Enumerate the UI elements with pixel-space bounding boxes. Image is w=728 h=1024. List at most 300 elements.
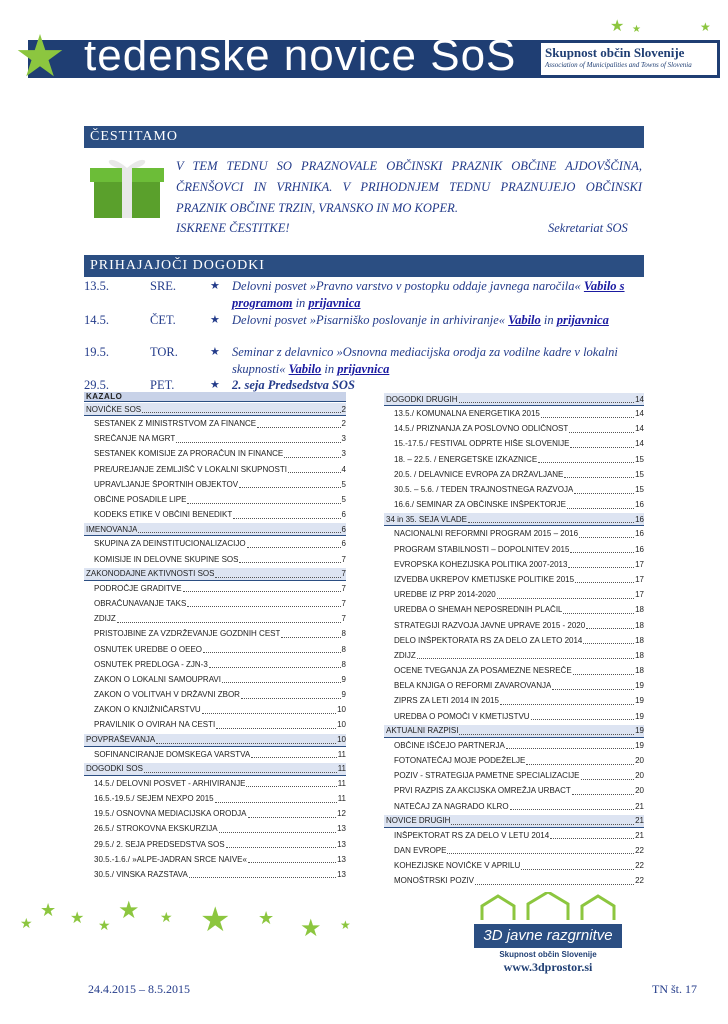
toc-entry[interactable] — [84, 776, 346, 791]
toc-entry[interactable] — [384, 799, 644, 814]
toc-entry-title: PRE/UREJANJE ZEMLJIŠČ V LOKALNI SKUPNOSTI — [94, 464, 287, 474]
toc-leader-dots — [251, 750, 337, 758]
toc-entry[interactable] — [84, 867, 346, 882]
star-bullet-icon: ★ — [210, 280, 220, 292]
toc-page-number: 13 — [337, 839, 346, 849]
toc-entry-title: EVROPSKA KOHEZIJSKA POLITIKA 2007-2013 — [394, 559, 568, 569]
toc-page-number: 19 — [635, 696, 644, 706]
toc-leader-dots — [247, 540, 341, 548]
star-icon: ★ — [20, 917, 33, 932]
toc-entry-title: 20.5. / DELAVNICE EVROPA ZA DRŽAVLJANE — [394, 469, 564, 479]
toc-entry[interactable] — [384, 617, 644, 632]
toc-entry-title: ZAKON O KNJIŽNIČARSTVU — [94, 705, 201, 715]
toc-entry-title: INŠPEKTORAT RS ZA DELO V LETU 2014 — [394, 830, 550, 840]
toc-entry[interactable] — [84, 416, 346, 431]
toc-entry[interactable] — [84, 702, 346, 717]
toc-entry-title: KOMISIJE IN DELOVNE SKUPINE SOS — [94, 554, 239, 564]
toc-entry-title: BELA KNJIGA O REFORMI ZAVAROVANJA — [394, 681, 552, 691]
toc-leader-dots — [447, 846, 634, 854]
toc-leader-dots — [239, 555, 340, 563]
toc-page-number: 9 — [341, 690, 346, 700]
footer-issue: TN št. 17 — [652, 982, 697, 996]
toc-entry[interactable] — [384, 633, 644, 648]
toc-leader-dots — [222, 675, 341, 683]
star-bullet-icon: ★ — [210, 346, 220, 358]
toc-leader-dots — [521, 862, 634, 870]
event-text: Seminar z delavnico »Osnovna mediacijska orodja za vodilne kadre v lokalni skupnosti« Vabilo in prijavnica — [232, 345, 618, 376]
toc-page-number: 17 — [635, 574, 644, 584]
toc-leader-dots — [526, 757, 634, 765]
toc-entry[interactable] — [384, 587, 644, 602]
star-icon: ★ — [632, 24, 641, 35]
toc-entry[interactable] — [384, 572, 644, 587]
event-date: 13.5. — [84, 279, 109, 293]
toc-entry-title: 30.5. – 5.6. / TEDEN TRAJNOSTNEGA RAZVOJA — [394, 485, 574, 495]
toc-entry-title: PODROČJE GRADITVE — [94, 583, 182, 593]
toc-page-number: 18 — [635, 605, 644, 615]
toc-entry[interactable] — [84, 552, 346, 567]
toc-page-number: 14 — [635, 439, 644, 449]
toc-page-number: 11 — [337, 764, 346, 774]
toc-page-number: 20 — [635, 786, 644, 796]
toc-page-number: 18 — [635, 650, 644, 660]
toc-entry[interactable] — [84, 791, 346, 806]
toc-section-entry[interactable] — [84, 568, 346, 581]
toc-entry-title: MONOŠTRSKI POZIV — [394, 876, 475, 886]
toc-leader-dots — [552, 682, 634, 690]
toc-page-number: 7 — [341, 614, 346, 624]
toc-entry-title: POVPRAŠEVANJA — [86, 735, 156, 745]
toc-entry-title: DELO INŠPEKTORATA RS ZA DELO ZA LETO 2014 — [394, 635, 583, 645]
toc-page-number: 14 — [635, 409, 644, 419]
toc-leader-dots — [187, 599, 340, 607]
toc-page-number: 5 — [341, 479, 346, 489]
toc-entry-title: PRAVILNIK O OVIRAH NA CESTI — [94, 720, 216, 730]
toc-entry[interactable] — [84, 717, 346, 732]
toc-page-number: 11 — [337, 778, 346, 788]
star-icon: ★ — [118, 898, 140, 924]
toc-leader-dots — [138, 525, 340, 533]
toc-entry-title: IZVEDBA UKREPOV KMETIJSKE POLITIKE 2015 — [394, 574, 575, 584]
toc-page-number: 22 — [635, 845, 644, 855]
event-registration-link[interactable]: prijavnica — [308, 296, 361, 310]
toc-leader-dots — [156, 736, 336, 744]
toc-leader-dots — [459, 395, 635, 403]
toc-page-number: 15 — [635, 485, 644, 495]
toc-leader-dots — [288, 465, 341, 473]
toc-leader-dots — [570, 440, 634, 448]
event-text: Delovni posvet »Pisarniško poslovanje in arhiviranje« Vabilo in prijavnica — [232, 313, 609, 327]
toc-entry-title: 34 in 35. SEJA VLADE — [386, 514, 467, 524]
toc-entry[interactable] — [384, 709, 644, 724]
toc-page-number: 19 — [635, 711, 644, 721]
org-logo — [540, 42, 718, 76]
toc-leader-dots — [241, 691, 341, 699]
toc-entry-title: SOFINANCIRANJE DOMSKEGA VARSTVA — [94, 749, 251, 759]
toc-leader-dots — [579, 530, 634, 538]
toc-entry[interactable] — [384, 663, 644, 678]
toc-entry[interactable] — [84, 611, 346, 626]
toc-entry-title: ZDIJZ — [394, 650, 416, 660]
toc-page-number: 10 — [337, 705, 346, 715]
toc-leader-dots — [500, 697, 634, 705]
toc-entry[interactable] — [384, 768, 644, 783]
toc-page-number: 3 — [341, 434, 346, 444]
toc-entry[interactable] — [384, 693, 644, 708]
toc-page-number: 20 — [635, 771, 644, 781]
toc-entry-title: OSNUTEK PREDLOGA - ZJN-3 — [94, 659, 208, 669]
toc-entry-title: 16.5.-19.5./ SEJEM NEXPO 2015 — [94, 794, 214, 804]
event-date: 29.5. — [84, 378, 109, 392]
toc-entry[interactable] — [384, 738, 644, 753]
toc-page-number: 21 — [635, 801, 644, 811]
toc-entry[interactable] — [384, 452, 644, 467]
section-heading-events: PRIHAJAJOČI DOGODKI — [84, 255, 644, 277]
star-icon: ★ — [300, 916, 322, 942]
toc-entry-title: ZAKON O LOKALNI SAMOUPRAVI — [94, 674, 221, 684]
event-text: 2. seja Predsedstva SOS — [232, 378, 355, 392]
toc-page-number: 7 — [341, 569, 346, 579]
toc-entry-title: 29.5./ 2. SEJA PREDSEDSTVA SOS — [94, 839, 225, 849]
toc-leader-dots — [468, 515, 634, 523]
toc-page-number: 8 — [341, 629, 346, 639]
toc-entry[interactable] — [384, 482, 644, 497]
toc-left-column — [84, 392, 346, 882]
toc-page-number: 6 — [341, 539, 346, 549]
cestitamo-signature: Sekretariat SOS — [548, 221, 628, 235]
toc-leader-dots — [202, 706, 336, 714]
toc-leader-dots — [233, 511, 340, 519]
toc-entry[interactable] — [84, 626, 346, 641]
toc-page-number: 14 — [635, 424, 644, 434]
toc-entry-title: PROGRAM STABILNOSTI – DOPOLNITEV 2015 — [394, 544, 570, 554]
toc-leader-dots — [531, 712, 635, 720]
toc-entry[interactable] — [384, 828, 644, 843]
star-icon: ★ — [340, 918, 351, 932]
toc-leader-dots — [257, 420, 340, 428]
event-day: PET. — [150, 378, 175, 392]
toc-page-number: 6 — [341, 510, 346, 520]
toc-entry[interactable] — [84, 747, 346, 762]
star-icon: ★ — [610, 18, 625, 35]
toc-leader-dots — [144, 765, 337, 773]
toc-page-number: 19 — [635, 681, 644, 691]
toc-page-number: 9 — [341, 674, 346, 684]
toc-entry[interactable] — [84, 641, 346, 656]
toc-entry-title: KODEKS ETIKE V OBČINI BENEDIKT — [94, 510, 233, 520]
toc-entry-title: FOTONATEČAJ MOJE PODEŽELJE — [394, 756, 526, 766]
toc-entry[interactable] — [384, 542, 644, 557]
toc-leader-dots — [248, 810, 337, 818]
toc-entry-title: PRVI RAZPIS ZA AKCIJSKA OMREŽJA URBACT — [394, 786, 571, 796]
star-icon: ★ — [200, 902, 231, 939]
toc-leader-dots — [189, 870, 336, 878]
toc-page-number: 22 — [635, 861, 644, 871]
event-invitation-link[interactable]: Vabilo — [508, 313, 541, 327]
toc-section-entry[interactable] — [384, 393, 644, 406]
toc-leader-dots — [203, 645, 341, 653]
toc-leader-dots — [563, 606, 634, 614]
toc-page-number: 11 — [337, 794, 346, 804]
toc-leader-dots — [564, 470, 634, 478]
toc-section-entry[interactable] — [84, 403, 346, 416]
toc-entry-title: ZDIJZ — [94, 614, 116, 624]
event-registration-link[interactable]: prijavnica — [556, 313, 609, 327]
toc-entry-title: 26.5./ STROKOVNA EKSKURZIJA — [94, 824, 218, 834]
toc-leader-dots — [216, 721, 336, 729]
toc-leader-dots — [142, 405, 340, 413]
section-heading-cestitamo: ČESTITAMO — [84, 126, 644, 148]
toc-entry-title: 14.5./ PRIZNANJA ZA POSLOVNO ODLIČNOST — [394, 424, 569, 434]
toc-page-number: 5 — [341, 495, 346, 505]
toc-entry-title: 14.5./ DELOVNI POSVET - ARHIVIRANJE — [94, 778, 246, 788]
cestitamo-text: V TEM TEDNU SO PRAZNOVALE OBČINSKI PRAZNIK OBČINE AJDOVŠČINA, ČRENŠOVCI IN VRHNIKA. V PRIHODNJEM TEDNU PRAZNUJEJO OBČINSKI PRAZNIK OBČINE TRZIN, VRANSKO IN MO KOPER. — [176, 159, 642, 215]
toc-entry-title: KOHEZIJSKE NOVIČKE V APRILU — [394, 861, 521, 871]
toc-entry-title: SREČANJE NA MGRT — [94, 434, 176, 444]
toc-page-number: 15 — [635, 469, 644, 479]
toc-page-number: 22 — [635, 876, 644, 886]
toc-entry[interactable] — [84, 507, 346, 522]
toc-entry-title: UREDBE IZ PRP 2014-2020 — [394, 590, 496, 600]
toc-page-number: 11 — [337, 749, 346, 759]
toc-page-number: 4 — [341, 464, 346, 474]
toc-page-number: 17 — [635, 559, 644, 569]
toc-page-number: 21 — [635, 830, 644, 840]
toc-section-entry[interactable] — [84, 523, 346, 536]
toc-entry[interactable] — [384, 858, 644, 873]
star-icon: ★ — [14, 24, 66, 89]
toc-section-entry[interactable] — [384, 815, 644, 828]
toc-page-number: 6 — [341, 524, 346, 534]
toc-entry-title: IMENOVANJA — [86, 524, 138, 534]
toc-section-entry[interactable] — [84, 734, 346, 747]
toc-right-column — [384, 392, 644, 888]
toc-entry-title: NATEČAJ ZA NAGRADO KLRO — [394, 801, 509, 811]
toc-leader-dots — [583, 636, 634, 644]
toc-page-number: 3 — [341, 449, 346, 459]
toc-leader-dots — [459, 727, 634, 735]
toc-entry[interactable] — [384, 526, 644, 541]
houses-icon — [478, 892, 618, 922]
toc-entry[interactable] — [84, 657, 346, 672]
toc-entry[interactable] — [84, 492, 346, 507]
toc-entry-title: ZAKONODAJNE AKTIVNOSTI SOS — [86, 569, 215, 579]
toc-section-entry[interactable] — [84, 763, 346, 776]
toc-page-number: 2 — [341, 419, 346, 429]
toc-entry[interactable] — [84, 596, 346, 611]
toc-entry-title: UPRAVLJANJE ŠPORTNIH OBJEKTOV — [94, 479, 239, 489]
event-day: ČET. — [150, 313, 176, 327]
toc-entry-title: 15.-17.5./ FESTIVAL ODPRTE HIŠE SLOVENIJE — [394, 439, 570, 449]
toc-entry-title: NOVICE DRUGIH — [386, 816, 451, 826]
toc-leader-dots — [497, 591, 634, 599]
toc-leader-dots — [209, 660, 341, 668]
event-invitation-link[interactable]: Vabilo s programom — [232, 279, 625, 310]
toc-page-number: 18 — [635, 635, 644, 645]
toc-leader-dots — [581, 772, 635, 780]
toc-leader-dots — [417, 651, 634, 659]
toc-entry[interactable] — [384, 678, 644, 693]
toc-entry[interactable] — [84, 852, 346, 867]
toc-leader-dots — [226, 840, 337, 848]
toc-page-number: 10 — [337, 735, 346, 745]
toc-page-number: 2 — [341, 404, 346, 414]
toc-entry[interactable] — [384, 648, 644, 663]
toc-page-number: 21 — [635, 816, 644, 826]
cestitamo-greeting: ISKRENE ČESTITKE! — [176, 221, 290, 235]
toc-leader-dots — [575, 575, 634, 583]
toc-page-number: 8 — [341, 644, 346, 654]
toc-leader-dots — [248, 855, 336, 863]
toc-entry-title: 30.5./ VINSKA RAZSTAVA — [94, 869, 188, 879]
toc-page-number: 7 — [341, 554, 346, 564]
toc-entry-title: POZIV - STRATEGIJA PAMETNE SPECIALIZACIJE — [394, 771, 580, 781]
toc-leader-dots — [573, 667, 634, 675]
toc-leader-dots — [538, 455, 634, 463]
toc-entry[interactable] — [384, 783, 644, 798]
toc-section-entry[interactable] — [384, 513, 644, 526]
toc-leader-dots — [574, 486, 634, 494]
toc-entry[interactable] — [384, 436, 644, 451]
toc-page-number: 16 — [635, 529, 644, 539]
toc-entry[interactable] — [384, 497, 644, 512]
org-name-en: Association of Municipalities and Towns of Slovenia — [545, 61, 692, 69]
toc-entry[interactable] — [384, 557, 644, 572]
toc-page-number: 13 — [337, 869, 346, 879]
toc-page-number: 16 — [635, 544, 644, 554]
toc-page-number: 20 — [635, 756, 644, 766]
toc-entry[interactable] — [384, 421, 644, 436]
event-registration-link[interactable]: prijavnica — [337, 362, 390, 376]
toc-entry[interactable] — [84, 581, 346, 596]
toc-entry[interactable] — [84, 446, 346, 461]
toc-entry[interactable] — [384, 602, 644, 617]
toc-entry-title: UREDBA O SHEMAH NEPOSREDNIH PLAČIL — [394, 605, 563, 615]
toc-leader-dots — [572, 787, 634, 795]
toc-entry[interactable] — [384, 406, 644, 421]
toc-page-number: 10 — [337, 720, 346, 730]
toc-entry-title: OBČINE IŠČEJO PARTNERJA — [394, 740, 505, 750]
star-icon: ★ — [160, 911, 173, 926]
toc-leader-dots — [569, 425, 634, 433]
toc-entry[interactable] — [84, 687, 346, 702]
gift-icon — [88, 150, 166, 220]
toc-leader-dots — [451, 817, 634, 825]
toc-entry[interactable] — [84, 477, 346, 492]
toc-entry-title: DOGODKI SOS — [86, 764, 143, 774]
toc-entry[interactable] — [384, 753, 644, 768]
toc-leader-dots — [510, 802, 635, 810]
toc-page-number: 7 — [341, 583, 346, 593]
toc-page-number: 19 — [635, 726, 644, 736]
toc-entry-title: 30.5.-1.6./ »ALPE-JADRAN SRCE NAIVE« — [94, 854, 247, 864]
toc-page-number: 19 — [635, 740, 644, 750]
toc-page-number: 8 — [341, 659, 346, 669]
toc-page-number: 16 — [635, 500, 644, 510]
event-date: 14.5. — [84, 313, 109, 327]
toc-page-number: 18 — [635, 666, 644, 676]
toc-entry-title: ZAKON O VOLITVAH V DRŽAVNI ZBOR — [94, 690, 240, 700]
toc-page-number: 14 — [635, 394, 644, 404]
toc-leader-dots — [117, 615, 341, 623]
toc-entry-title: DAN EVROPE — [394, 845, 447, 855]
toc-leader-dots — [239, 480, 341, 488]
toc-leader-dots — [475, 877, 634, 885]
event-date: 19.5. — [84, 345, 109, 359]
toc-entry-title: PRISTOJBINE ZA VZDRŽEVANJE GOZDNIH CEST — [94, 629, 281, 639]
toc-entry-title: 19.5./ OSNOVNA MEDIACIJSKA ORODJA — [94, 809, 247, 819]
toc-entry[interactable] — [84, 806, 346, 821]
star-bullet-icon: ★ — [210, 314, 220, 326]
toc-page-number: 13 — [337, 824, 346, 834]
event-day: SRE. — [150, 279, 177, 293]
ad-url-link[interactable]: www.3dprostor.si — [503, 960, 593, 974]
toc-entry[interactable] — [84, 431, 346, 446]
newsletter-title: tedenske novice SoS — [84, 31, 517, 80]
toc-entry-title: 18. – 22.5. / ENERGETSKE IZKAZNICE — [394, 454, 538, 464]
toc-entry-title: OCENE TVEGANJA ZA POSAMEZNE NESREČE — [394, 666, 572, 676]
event-invitation-link[interactable]: Vabilo — [288, 362, 322, 376]
ad-sub: Skupnost občin Slovenije — [499, 950, 597, 959]
toc-entry-title: STRATEGIJI RAZVOJA JAVNE UPRAVE 2015 - 2020 — [394, 620, 586, 630]
toc-entry-title: SESTANEK KOMISIJE ZA PRORAČUN IN FINANCE — [94, 449, 284, 459]
star-icon: ★ — [40, 900, 57, 920]
toc-entry-title: ZIPRS ZA LETI 2014 IN 2015 — [394, 696, 499, 706]
toc-leader-dots — [550, 831, 634, 839]
star-icon: ★ — [700, 20, 711, 34]
toc-entry-title: 13.5./ KOMUNALNA ENERGETIKA 2015 — [394, 409, 540, 419]
toc-entry[interactable] — [84, 462, 346, 477]
event-day: TOR. — [150, 345, 178, 359]
toc-page-number: 16 — [635, 514, 644, 524]
toc-entry[interactable] — [84, 672, 346, 687]
footer-dates: 24.4.2015 – 8.5.2015 — [88, 982, 190, 996]
toc-leader-dots — [568, 560, 634, 568]
toc-page-number: 15 — [635, 454, 644, 464]
org-name: Skupnost občin Slovenije — [545, 45, 685, 60]
toc-entry-title: OBČINE POSADILE LIPE — [94, 495, 187, 505]
toc-entry[interactable] — [384, 843, 644, 858]
toc-entry-title: SKUPINA ZA DEINSTITUCIONALIZACIJO — [94, 539, 246, 549]
toc-section-entry[interactable] — [384, 725, 644, 738]
toc-entry-title: NOVIČKE SOS — [86, 404, 142, 414]
toc-page-number: 17 — [635, 590, 644, 600]
toc-leader-dots — [506, 741, 634, 749]
toc-entry[interactable] — [84, 536, 346, 551]
toc-entry[interactable] — [84, 821, 346, 836]
star-icon: ★ — [258, 908, 275, 928]
toc-leader-dots — [284, 450, 340, 458]
toc-page-number: 7 — [341, 598, 346, 608]
toc-leader-dots — [541, 410, 634, 418]
toc-leader-dots — [246, 779, 336, 787]
toc-entry[interactable] — [84, 837, 346, 852]
toc-leader-dots — [187, 496, 340, 504]
toc-heading: KAZALO — [84, 392, 346, 402]
toc-leader-dots — [215, 570, 340, 578]
star-bullet-icon: ★ — [210, 379, 220, 391]
toc-entry[interactable] — [384, 467, 644, 482]
toc-leader-dots — [183, 584, 341, 592]
toc-entry[interactable] — [384, 873, 644, 888]
event-text: Delovni posvet »Pravno varstvo v postopku oddaje javnega naročila« Vabilo s programom in prijavnica — [232, 279, 625, 310]
ad-banner-3d[interactable]: 3D javne razgrnitve — [474, 924, 622, 948]
toc-page-number: 12 — [337, 809, 346, 819]
toc-leader-dots — [567, 501, 634, 509]
toc-page-number: 18 — [635, 620, 644, 630]
toc-entry-title: UREDBA O POMOČI V KMETIJSTVU — [394, 711, 530, 721]
toc-leader-dots — [570, 545, 634, 553]
